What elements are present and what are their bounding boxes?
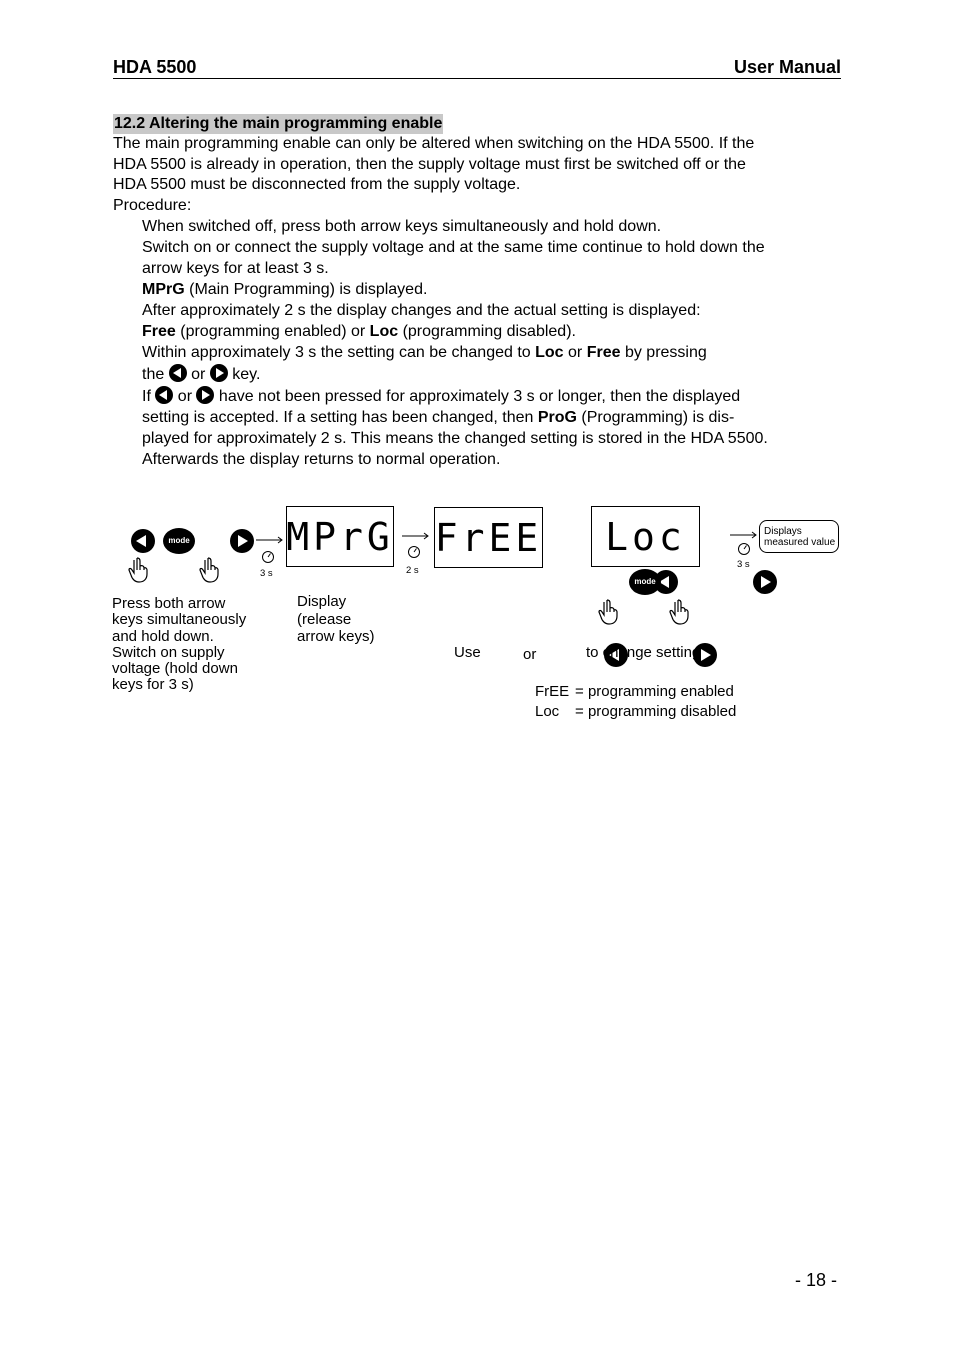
or-label: or — [523, 646, 537, 663]
flow-arrow-icon — [730, 530, 758, 540]
timer-icon — [737, 542, 751, 556]
step-line: Switch on or connect the supply voltage and at the same time continue to hold down the — [142, 239, 765, 256]
intro-line: The main programming enable can only be altered when switching on the HDA 5500. If the — [113, 135, 755, 152]
intro-line: HDA 5500 is already in operation, then the supply voltage must first be switched off or the — [113, 155, 746, 173]
display-mprg: MPrG — [286, 506, 394, 567]
flow-arrow-icon — [256, 535, 284, 545]
pressing-finger-icon — [597, 598, 621, 626]
step-line: Within approximately 3 s the setting can be changed to Loc or Free by pressing — [142, 344, 707, 361]
display-loc: Loc — [591, 506, 700, 567]
left-arrow-key-icon — [131, 529, 155, 553]
caption-display: Display (release arrow keys) — [297, 593, 375, 645]
timer-label: 2 s — [406, 565, 419, 576]
pressing-finger-icon — [127, 556, 151, 584]
step-line: When switched off, press both arrow keys simultaneously and hold down. — [142, 218, 662, 235]
pressing-finger-icon — [198, 556, 222, 584]
timer-label: 3 s — [737, 559, 750, 570]
use-label: Use — [454, 644, 481, 661]
right-arrow-key-icon — [753, 570, 777, 594]
header-title: HDA 5500 — [113, 57, 197, 77]
step-line: setting is accepted. If a setting has been changed, then ProG (Programming) is dis- — [142, 409, 735, 426]
mode-key: mode — [629, 569, 661, 595]
page-number: - 18 - — [795, 1270, 838, 1290]
step-line: the or key. — [142, 366, 261, 383]
change-setting-label: to change setting — [586, 644, 701, 661]
caption-press-keys: Press both arrow keys simultaneously and hold down. Switch on supply voltage (hold down keys for 3 s) — [112, 595, 247, 694]
legend-row: FrEE = programming enabled — [535, 683, 734, 700]
mode-key: mode — [163, 528, 195, 554]
step-line: played for approximately 2 s. This means the changed setting is stored in the HDA 5500. — [142, 430, 768, 447]
step-line: After approximately 2 s the display changes and the actual setting is displayed: — [142, 302, 701, 319]
timer-icon — [261, 550, 275, 564]
timer-icon — [407, 545, 421, 559]
legend-row: Loc = programming disabled — [535, 703, 737, 720]
procedure-label: Procedure: — [113, 196, 192, 214]
displays-measured-value-box: Displays measured value — [759, 520, 839, 553]
flow-arrow-icon — [402, 531, 430, 541]
step-line: MPrG (Main Programming) is displayed. — [142, 281, 428, 298]
section-title: 12.2 Altering the main programming enable — [114, 115, 443, 132]
step-line: arrow keys for at least 3 s. — [142, 260, 329, 277]
display-free: FrEE — [434, 507, 543, 568]
intro-line: HDA 5500 must be disconnected from the supply voltage. — [113, 176, 521, 193]
pressing-finger-icon — [668, 598, 692, 626]
step-line: Afterwards the display returns to normal operation. — [142, 451, 501, 468]
step-line: Free (programming enabled) or Loc (programming disabled). — [142, 323, 576, 340]
timer-label: 3 s — [260, 568, 273, 579]
right-arrow-key-icon — [230, 529, 254, 553]
header-doc-type: User Manual — [733, 57, 841, 77]
legend — [535, 682, 736, 722]
code-mprg: MPrG — [142, 281, 185, 298]
step-line: If or have not been pressed for approximately 3 s or longer, then the displayed — [142, 388, 741, 405]
